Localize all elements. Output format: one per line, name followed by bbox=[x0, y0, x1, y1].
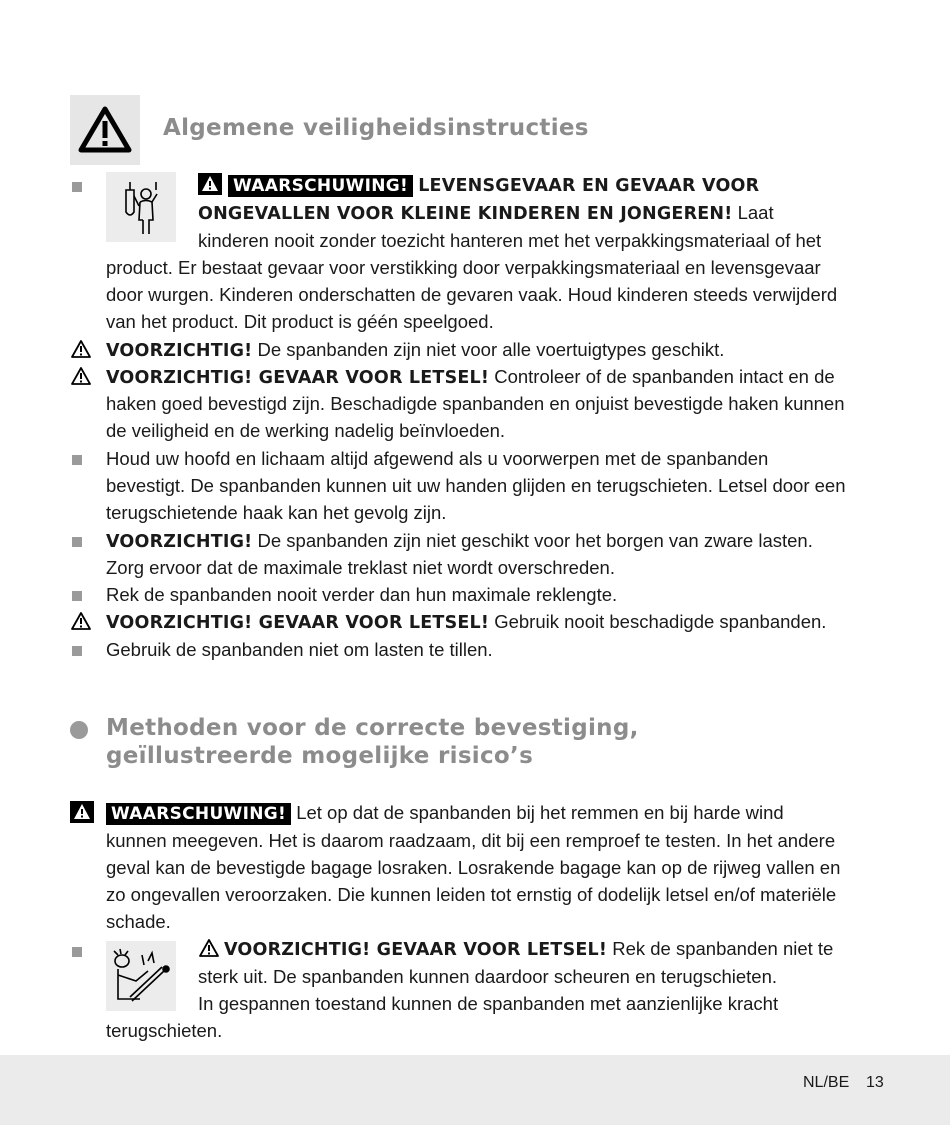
caution-label: VOORZICHTIG! bbox=[106, 532, 253, 552]
caution-label: VOORZICHTIG! GEVAAR VOOR LETSEL! bbox=[106, 368, 490, 388]
warning-title: LEVENSGEVAAR EN GEVAAR VOOR bbox=[418, 176, 760, 196]
text-line: Gebruik de spanbanden niet om lasten te tillen. bbox=[106, 639, 493, 660]
section-heading-line2: geïllustreerde mogelijke risico’s bbox=[106, 743, 534, 769]
text-line: kinderen nooit zonder toezicht hanteren met het verpakkingsmateriaal of het bbox=[198, 230, 822, 251]
text-line: product. Er bestaat gevaar voor verstikking door verpakkingsmateriaal en levensgevaar bbox=[106, 257, 821, 278]
text-line: Rek de spanbanden nooit verder dan hun maximale reklengte. bbox=[106, 584, 618, 605]
text: Controleer of de spanbanden intact en de bbox=[494, 366, 835, 387]
section-heading-line1: Methoden voor de correcte bevestiging, bbox=[106, 715, 639, 741]
warning-triangle-icon bbox=[70, 611, 92, 635]
caution-label: VOORZICHTIG! bbox=[106, 341, 253, 361]
text-line: geval kan de bevestigde bagage losraken. Losrakende bagage kan op de rijweg vallen en bbox=[106, 857, 841, 878]
text-line: sterk uit. De spanbanden kunnen daardoor scheuren en terugschieten. bbox=[198, 966, 778, 987]
text: Rek de spanbanden niet te bbox=[612, 938, 834, 959]
bullet bbox=[72, 947, 82, 957]
warning-box-icon bbox=[70, 95, 140, 165]
section-dot bbox=[70, 721, 88, 739]
text-line: haken goed bevestigd zijn. Beschadigde spanbanden en onjuist bevestigde haken kunnen bbox=[106, 393, 845, 414]
bullet bbox=[72, 591, 82, 601]
warning-triangle-icon bbox=[70, 339, 92, 363]
text-line: de veiligheid en de werking nadelig beïnvloeden. bbox=[106, 420, 506, 441]
caution-label: VOORZICHTIG! GEVAAR VOOR LETSEL! bbox=[224, 940, 608, 960]
bullet bbox=[72, 646, 82, 656]
text: Let op dat de spanbanden bij het remmen en bij harde wind bbox=[296, 802, 784, 823]
bullet bbox=[72, 455, 82, 465]
warning-flag: WAARSCHUWING! bbox=[106, 803, 291, 825]
text: De spanbanden zijn niet voor alle voertuigtypes geschikt. bbox=[257, 339, 725, 360]
warning-flag: WAARSCHUWING! bbox=[228, 175, 413, 197]
text-line: Zorg ervoor dat de maximale treklast niet wordt overschreden. bbox=[106, 557, 615, 578]
text-line: bevestigt. De spanbanden kunnen uit uw handen glijden en terugschieten. Letsel door een bbox=[106, 475, 846, 496]
warning-triangle-icon bbox=[70, 801, 94, 823]
bullet bbox=[72, 537, 82, 547]
text-line: kunnen meegeven. Het is daarom raadzaam, dit bij een remproef te testen. In het andere bbox=[106, 830, 836, 851]
text-line: Houd uw hoofd en lichaam altijd afgewend als u voorwerpen met de spanbanden bbox=[106, 448, 769, 469]
text: De spanbanden zijn niet geschikt voor het borgen van zware lasten. bbox=[257, 530, 813, 551]
warning-title-cont: ONGEVALLEN VOOR KLEINE KINDEREN EN JONGEREN! bbox=[198, 204, 733, 224]
caution-label: VOORZICHTIG! GEVAAR VOOR LETSEL! bbox=[106, 613, 490, 633]
section-heading: Algemene veiligheidsinstructies bbox=[163, 115, 589, 141]
warning-triangle-icon bbox=[70, 366, 92, 390]
text-line: In gespannen toestand kunnen de spanbanden met aanzienlijke kracht bbox=[198, 993, 779, 1014]
text: Gebruik nooit beschadigde spanbanden. bbox=[494, 611, 827, 632]
text-line: van het product. Dit product is géén speelgoed. bbox=[106, 311, 494, 332]
text-line: terugschieten. bbox=[106, 1020, 223, 1041]
text-line: schade. bbox=[106, 911, 171, 932]
page-number: 13 bbox=[866, 1074, 884, 1091]
text: Laat bbox=[737, 202, 774, 223]
text-line: terugschietende haak kan het gevolg zijn. bbox=[106, 502, 447, 523]
strap-snapback-icon bbox=[106, 941, 176, 1011]
child-with-bag-icon bbox=[106, 172, 176, 242]
footer-language: NL/BE bbox=[803, 1074, 850, 1091]
warning-triangle-icon bbox=[198, 173, 222, 195]
warning-triangle-icon bbox=[198, 938, 220, 965]
text-line: door wurgen. Kinderen onderschatten de gevaren vaak. Houd kinderen steeds verwijderd bbox=[106, 284, 838, 305]
bullet bbox=[72, 182, 82, 192]
text-line: zo ongevallen veroorzaken. Die kunnen leiden tot ernstig of dodelijk letsel en/of materiële bbox=[106, 884, 837, 905]
